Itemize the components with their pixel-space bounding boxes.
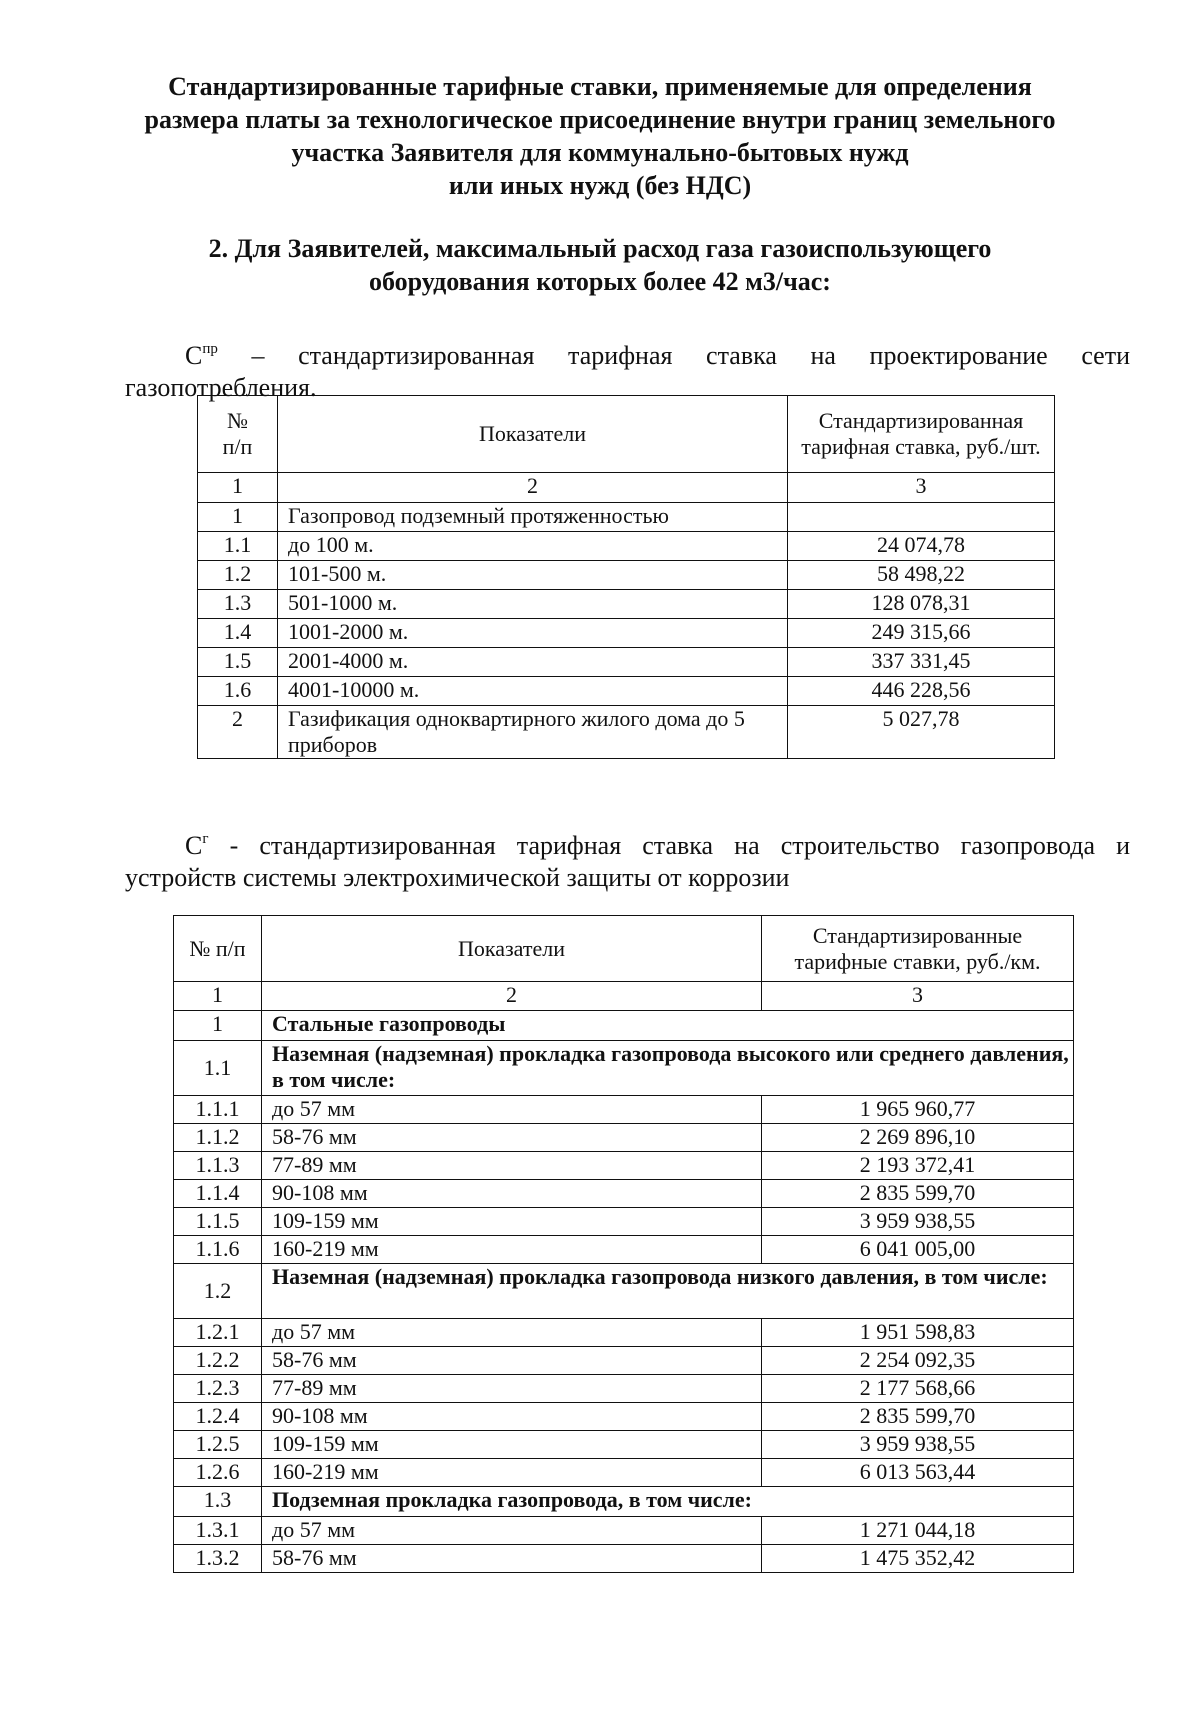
paragraph-text: – стандартизированная тарифная ставка на проектирование сети [251,341,1130,370]
table-row [174,1347,1074,1375]
table-row [174,1180,1074,1208]
row-rate: 249 315,66 [788,619,1055,648]
row-indicator: 1001-2000 м. [278,619,788,648]
row-number: 1.3.2 [174,1545,262,1573]
row-rate: 24 074,78 [788,532,1055,561]
row-indicator: 77-89 мм [262,1375,762,1403]
row-rate: 2 254 092,35 [762,1347,1074,1375]
table-row [198,677,1055,706]
row-number: 1.2.6 [174,1459,262,1487]
row-indicator: 58-76 мм [262,1347,762,1375]
table-row [174,1319,1074,1347]
row-indicator: 58-76 мм [262,1124,762,1152]
table-row [174,1545,1074,1573]
section-row [174,1487,1074,1517]
title-line: или иных нужд (без НДС) [448,171,752,200]
row-number: 1.1.6 [174,1236,262,1264]
row-indicator: 109-159 мм [262,1431,762,1459]
row-rate: 2 177 568,66 [762,1375,1074,1403]
row-number: 1.2 [174,1264,262,1319]
table-row [174,1375,1074,1403]
table-row [174,1152,1074,1180]
column-number: 1 [198,473,278,503]
header-num: № п/п [174,916,262,982]
row-number: 1.3 [174,1487,262,1517]
row-number: 1.3.1 [174,1517,262,1545]
row-rate: 5 027,78 [788,706,1055,759]
design-rates-table [197,395,1055,759]
row-number: 1.2.2 [174,1347,262,1375]
section-row [174,1011,1074,1041]
table-row [198,561,1055,590]
row-indicator: 501-1000 м. [278,590,788,619]
table-row [198,648,1055,677]
table-row [198,706,1055,759]
section-title: Наземная (надземная) прокладка газопровода низкого давления, в том числе: [262,1264,1074,1319]
row-rate: 1 965 960,77 [762,1096,1074,1124]
subtitle-line: 2. Для Заявителей, максимальный расход газа газоиспользующего [208,234,992,263]
row-number: 1.2.1 [174,1319,262,1347]
row-number: 1.3 [198,590,278,619]
row-rate: 1 475 352,42 [762,1545,1074,1573]
subtitle-line: оборудования которых более 42 м3/час: [369,267,831,296]
title-line: участка Заявителя для коммунально-бытовых нужд [291,138,909,167]
row-rate: 6 013 563,44 [762,1459,1074,1487]
title-line: размера платы за технологическое присоединение внутри границ земельного [144,105,1056,134]
row-number: 1.1.2 [174,1124,262,1152]
row-indicator: до 57 мм [262,1096,762,1124]
row-number: 1.1.5 [174,1208,262,1236]
row-rate: 337 331,45 [788,648,1055,677]
section-title: Наземная (надземная) прокладка газопровода высокого или среднего давления, в том числе: [262,1041,1074,1096]
table-row [174,1517,1074,1545]
row-rate: 1 271 044,18 [762,1517,1074,1545]
paragraph-text: газопотребления. [125,373,317,402]
row-number: 1.4 [198,619,278,648]
rate-symbol-superscript: г [202,831,209,847]
table-row [198,503,1055,532]
section-title: Подземная прокладка газопровода, в том числе: [262,1487,1074,1517]
row-rate: 3 959 938,55 [762,1208,1074,1236]
row-indicator: до 100 м. [278,532,788,561]
row-indicator: 109-159 мм [262,1208,762,1236]
rate-symbol: С [185,831,203,860]
row-number: 1.1 [174,1041,262,1096]
row-rate: 3 959 938,55 [762,1431,1074,1459]
row-number: 1.2.5 [174,1431,262,1459]
design-rate-paragraph [125,333,1130,404]
row-indicator: 77-89 мм [262,1152,762,1180]
paragraph-text: устройств системы электрохимической защиты от коррозии [125,863,790,892]
row-rate: 2 835 599,70 [762,1180,1074,1208]
row-indicator: 160-219 мм [262,1236,762,1264]
row-indicator: 90-108 мм [262,1403,762,1431]
header-rate: Стандартизированные тарифные ставки, руб./км. [762,916,1074,982]
table-row [198,590,1055,619]
row-number: 1 [174,1011,262,1041]
table-row [198,532,1055,561]
row-number: 1.6 [198,677,278,706]
row-number: 1.1 [198,532,278,561]
table-row [174,1208,1074,1236]
row-number: 1.1.3 [174,1152,262,1180]
row-rate: 2 193 372,41 [762,1152,1074,1180]
section-row [174,1041,1074,1096]
construction-rates-table [173,915,1074,1573]
row-rate: 128 078,31 [788,590,1055,619]
table-row [174,1236,1074,1264]
row-number: 2 [198,706,278,759]
construction-rate-paragraph [125,823,1130,894]
row-indicator: 4001-10000 м. [278,677,788,706]
section-title: Стальные газопроводы [262,1011,1074,1041]
row-indicator: до 57 мм [262,1319,762,1347]
row-indicator: Газопровод подземный протяженностью [278,503,788,532]
row-indicator: 160-219 мм [262,1459,762,1487]
table-row [198,619,1055,648]
row-rate: 58 498,22 [788,561,1055,590]
row-indicator: 2001-4000 м. [278,648,788,677]
row-rate: 2 269 896,10 [762,1124,1074,1152]
row-rate: 6 041 005,00 [762,1236,1074,1264]
row-number: 1.2.3 [174,1375,262,1403]
row-number: 1.1.1 [174,1096,262,1124]
rate-symbol-superscript: пр [202,341,218,357]
header-rate: Стандартизированная тарифная ставка, руб./шт. [788,396,1055,473]
row-indicator: 90-108 мм [262,1180,762,1208]
row-number: 1.2 [198,561,278,590]
column-number: 2 [278,473,788,503]
table-row [174,1459,1074,1487]
row-indicator: 101-500 м. [278,561,788,590]
section-heading [100,232,1100,298]
table-row [174,1403,1074,1431]
row-number: 1.2.4 [174,1403,262,1431]
row-rate: 2 835 599,70 [762,1403,1074,1431]
table-row [174,1124,1074,1152]
row-indicator: до 57 мм [262,1517,762,1545]
row-indicator: Газификация одноквартирного жилого дома до 5 приборов [278,706,788,759]
row-number: 1 [198,503,278,532]
column-number: 1 [174,982,262,1011]
row-number: 1.5 [198,648,278,677]
row-rate: 1 951 598,83 [762,1319,1074,1347]
table-row [174,1096,1074,1124]
document-title [100,70,1100,202]
rate-symbol: С [185,341,203,370]
title-line: Стандартизированные тарифные ставки, применяемые для определения [168,72,1032,101]
column-number: 3 [788,473,1055,503]
row-rate [788,503,1055,532]
column-number: 2 [262,982,762,1011]
row-indicator: 58-76 мм [262,1545,762,1573]
header-name: Показатели [262,916,762,982]
header-name: Показатели [278,396,788,473]
column-number: 3 [762,982,1074,1011]
section-row [174,1264,1074,1319]
table-row [174,1431,1074,1459]
header-num: № п/п [198,396,278,473]
row-rate: 446 228,56 [788,677,1055,706]
paragraph-text: - стандартизированная тарифная ставка на строительство газопровода и [229,831,1131,860]
row-number: 1.1.4 [174,1180,262,1208]
